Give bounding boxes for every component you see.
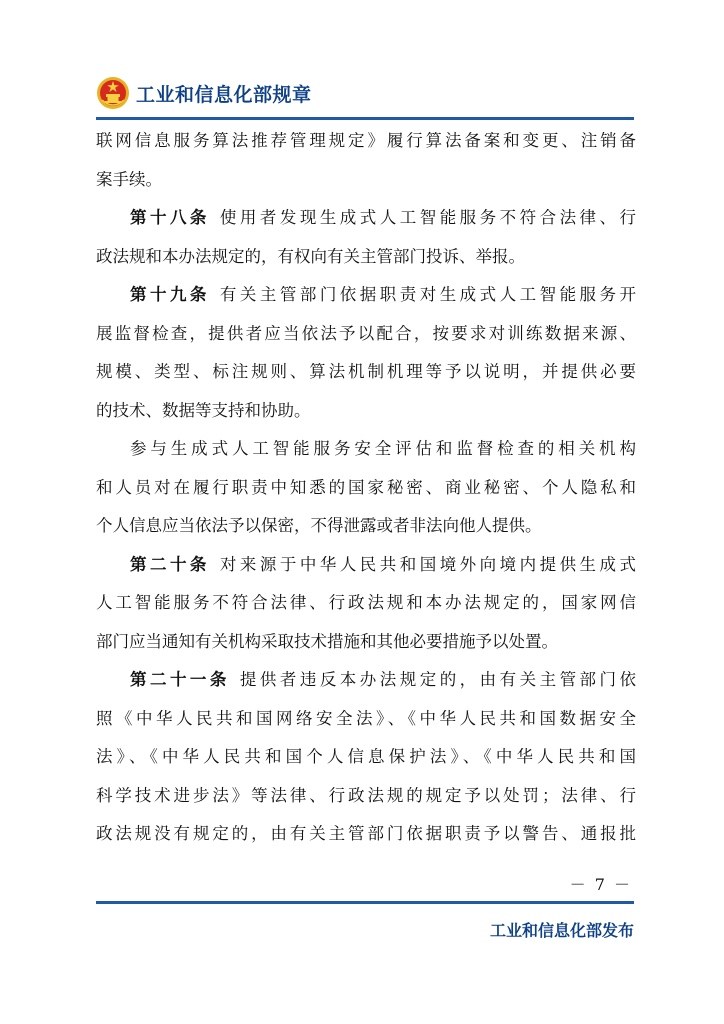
article-20 <box>96 546 636 662</box>
footer-divider <box>96 901 634 904</box>
text-line: 的技术、数据等支持和协助。 <box>96 400 311 420</box>
header-divider <box>96 117 634 120</box>
page-number: － 7 － <box>569 875 632 894</box>
document-body <box>96 122 636 854</box>
text-line <box>96 276 636 315</box>
text-line: 政法规没有规定的，由有关主管部门依据职责予以警告、通报批 <box>96 824 636 843</box>
article-number: 第二十条 <box>130 554 210 574</box>
article-21 <box>96 661 636 854</box>
text-line: 科学技术进步法》等法律、行政法规的规定予以处罚；法律、行 <box>96 785 636 805</box>
text-line: 政法规和本办法规定的，有权向有关主管部门投诉、举报。 <box>96 246 525 266</box>
header-title: 工业和信息化部规章 <box>136 84 312 106</box>
text-line: 照《中华人民共和国网络安全法》、《中华人民共和国数据安全 <box>96 708 636 728</box>
text-line <box>96 199 636 238</box>
text-line <box>96 661 636 700</box>
national-emblem-icon <box>96 76 130 110</box>
text-segment: 提供者违反本办法规定的，由有关主管部门依 <box>239 670 637 689</box>
text-line: 参与生成式人工智能服务安全评估和监督检查的相关机构 <box>130 439 636 458</box>
paragraph-continued <box>96 122 636 199</box>
text-line: 联网信息服务算法推荐管理规定》履行算法备案和变更、注销备 <box>96 131 636 150</box>
page-header <box>96 76 634 116</box>
text-segment: 对来源于中华人民共和国境外向境内提供生成式 <box>219 554 637 574</box>
article-number: 第二十一条 <box>130 670 230 689</box>
text-line: 案手续。 <box>96 169 162 189</box>
text-line: 人工智能服务不符合法律、行政法规和本办法规定的，国家网信 <box>96 593 636 612</box>
paragraph-confidentiality <box>96 430 636 546</box>
article-19 <box>96 276 636 430</box>
article-number: 第十九条 <box>130 285 210 304</box>
text-line: 部门应当通知有关机构采取技术措施和其他必要措施予以处置。 <box>96 631 558 651</box>
text-line: 个人信息应当依法予以保密，不得泄露或者非法向他人提供。 <box>96 516 542 535</box>
text-segment: 使用者发现生成式人工智能服务不符合法律、行 <box>219 208 637 227</box>
text-line: 规模、类型、标注规则、算法机制机理等予以说明，并提供必要 <box>96 362 636 381</box>
text-line <box>96 546 636 585</box>
text-line: 法》、《中华人民共和国个人信息保护法》、《中华人民共和国 <box>96 747 636 766</box>
article-18 <box>96 199 636 276</box>
text-line: 展监督检查，提供者应当依法予以配合，按要求对训练数据来源、 <box>96 323 636 343</box>
text-line: 和人员对在履行职责中知悉的国家秘密、商业秘密、个人隐私和 <box>96 477 636 497</box>
footer-title: 工业和信息化部发布 <box>489 921 634 940</box>
text-segment: 有关主管部门依据职责对生成式人工智能服务开 <box>219 285 637 304</box>
article-number: 第十八条 <box>130 208 210 227</box>
